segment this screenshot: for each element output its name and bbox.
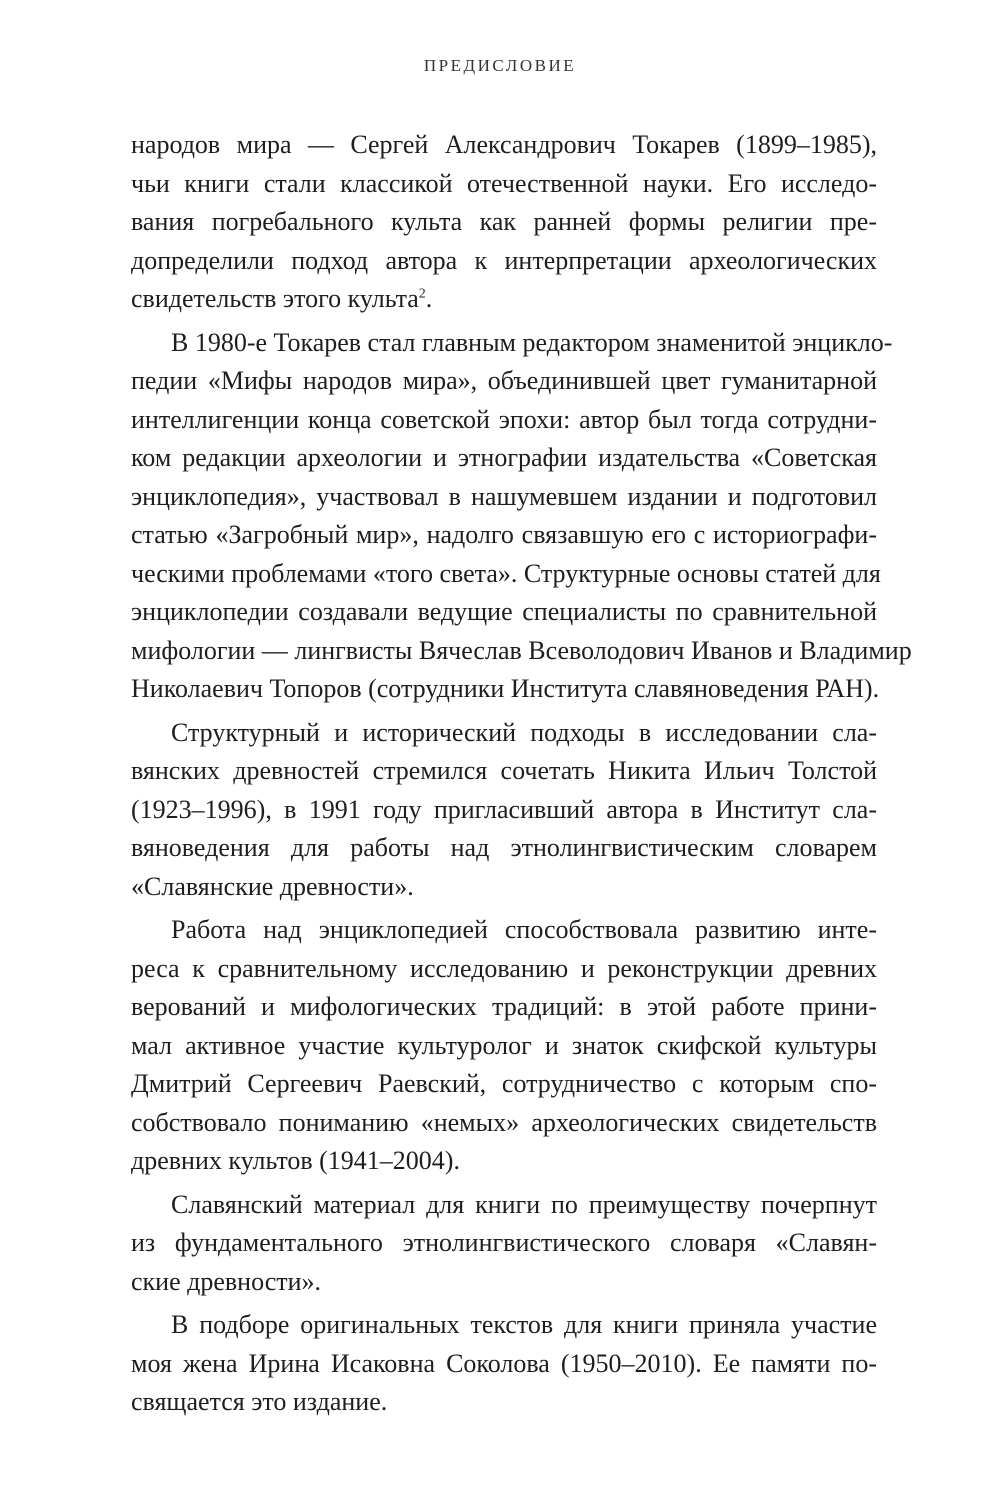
text-line: допределили подход автора к интерпретации археологических xyxy=(131,245,877,275)
running-head: ПРЕДИСЛОВИЕ xyxy=(423,56,577,75)
text-line: В 1980-е Токарев стал главным редактором знаменитой энцикло- xyxy=(171,327,893,357)
body-text xyxy=(131,126,912,1422)
paragraph-6 xyxy=(131,1306,877,1422)
text-line: чьи книги стали классикой отечественной науки. Его исследо- xyxy=(131,168,877,198)
text-line: вяноведения для работы над этнолингвистическим словарем xyxy=(131,833,877,862)
text-line: ческими проблемами «того света». Структурные основы статей для xyxy=(131,558,881,588)
paragraph-4 xyxy=(131,911,877,1181)
text-line: педии «Мифы народов мира», объединившей цвет гуманитарной xyxy=(131,366,877,395)
text-line: древних культов (1941–2004). xyxy=(131,1146,460,1175)
text-line: верований и мифологических традиций: в этой работе прини- xyxy=(131,992,877,1021)
text-line: ком редакции археологии и этнографии издательства «Советская xyxy=(131,443,877,472)
text-line: реса к сравнительному исследованию и реконструкции древних xyxy=(131,953,877,983)
text-line: вянских древностей стремился сочетать Никита Ильич Толстой xyxy=(131,756,877,785)
text-line: энциклопедия», участвовал в нашумевшем издании и подготовил xyxy=(131,481,877,511)
text-line: энциклопедии создавали ведущие специалисты по сравнительной xyxy=(131,597,877,626)
paragraph-1 xyxy=(131,126,877,319)
text-line: «Славянские древности». xyxy=(131,871,414,901)
text-line: (1923–1996), в 1991 году пригласивший автора в Институт сла- xyxy=(131,794,877,824)
text-line: В подборе оригинальных текстов для книги приняла участие xyxy=(171,1310,877,1339)
text-line: Николаевич Топоров (сотрудники Института славяноведения РАН). xyxy=(131,674,880,703)
text-line xyxy=(131,280,877,319)
text-line: Работа над энциклопедией способствовала развитию инте- xyxy=(171,915,877,944)
text-line: мифологии — лингвисты Вячеслав Всеволодович Иванов и Владимир xyxy=(131,635,912,665)
text-line: статью «Загробный мир», надолго связавшую его с историографи- xyxy=(131,520,877,549)
text-line: Славянский материал для книги по преимуществу почерпнут xyxy=(171,1189,877,1219)
text-line: моя жена Ирина Исаковна Соколова (1950–2010). Ее памяти по- xyxy=(131,1348,877,1378)
text-line: вания погребального культа как ранней формы религии пре- xyxy=(131,207,877,236)
text-line: собствовало пониманию «немых» археологических свидетельств xyxy=(131,1107,877,1137)
text-line-suffix: . xyxy=(425,284,433,313)
paragraph-3 xyxy=(131,714,877,907)
text-line: мал активное участие культуролог и знаток скифской культуры xyxy=(131,1030,877,1060)
text-line: Дмитрий Сергеевич Раевский, сотрудничество с которым спо- xyxy=(131,1069,877,1098)
text-line: свящается это издание. xyxy=(131,1387,388,1416)
paragraph-2 xyxy=(131,324,912,709)
paragraph-5 xyxy=(131,1186,877,1302)
text-line: народов мира — Сергей Александрович Токарев (1899–1985), xyxy=(131,130,877,159)
text-line: Структурный и исторический подходы в исследовании сла- xyxy=(171,717,877,747)
text-line: из фундаментального этнолингвистического словаря «Славян- xyxy=(131,1228,877,1257)
text-line-content: свидетельств этого культа xyxy=(131,284,419,313)
footnote-reference[interactable]: 2 xyxy=(418,286,426,302)
text-line: ские древности». xyxy=(131,1266,322,1296)
text-line: интеллигенции конца советской эпохи: автор был тогда сотрудни- xyxy=(131,404,877,434)
